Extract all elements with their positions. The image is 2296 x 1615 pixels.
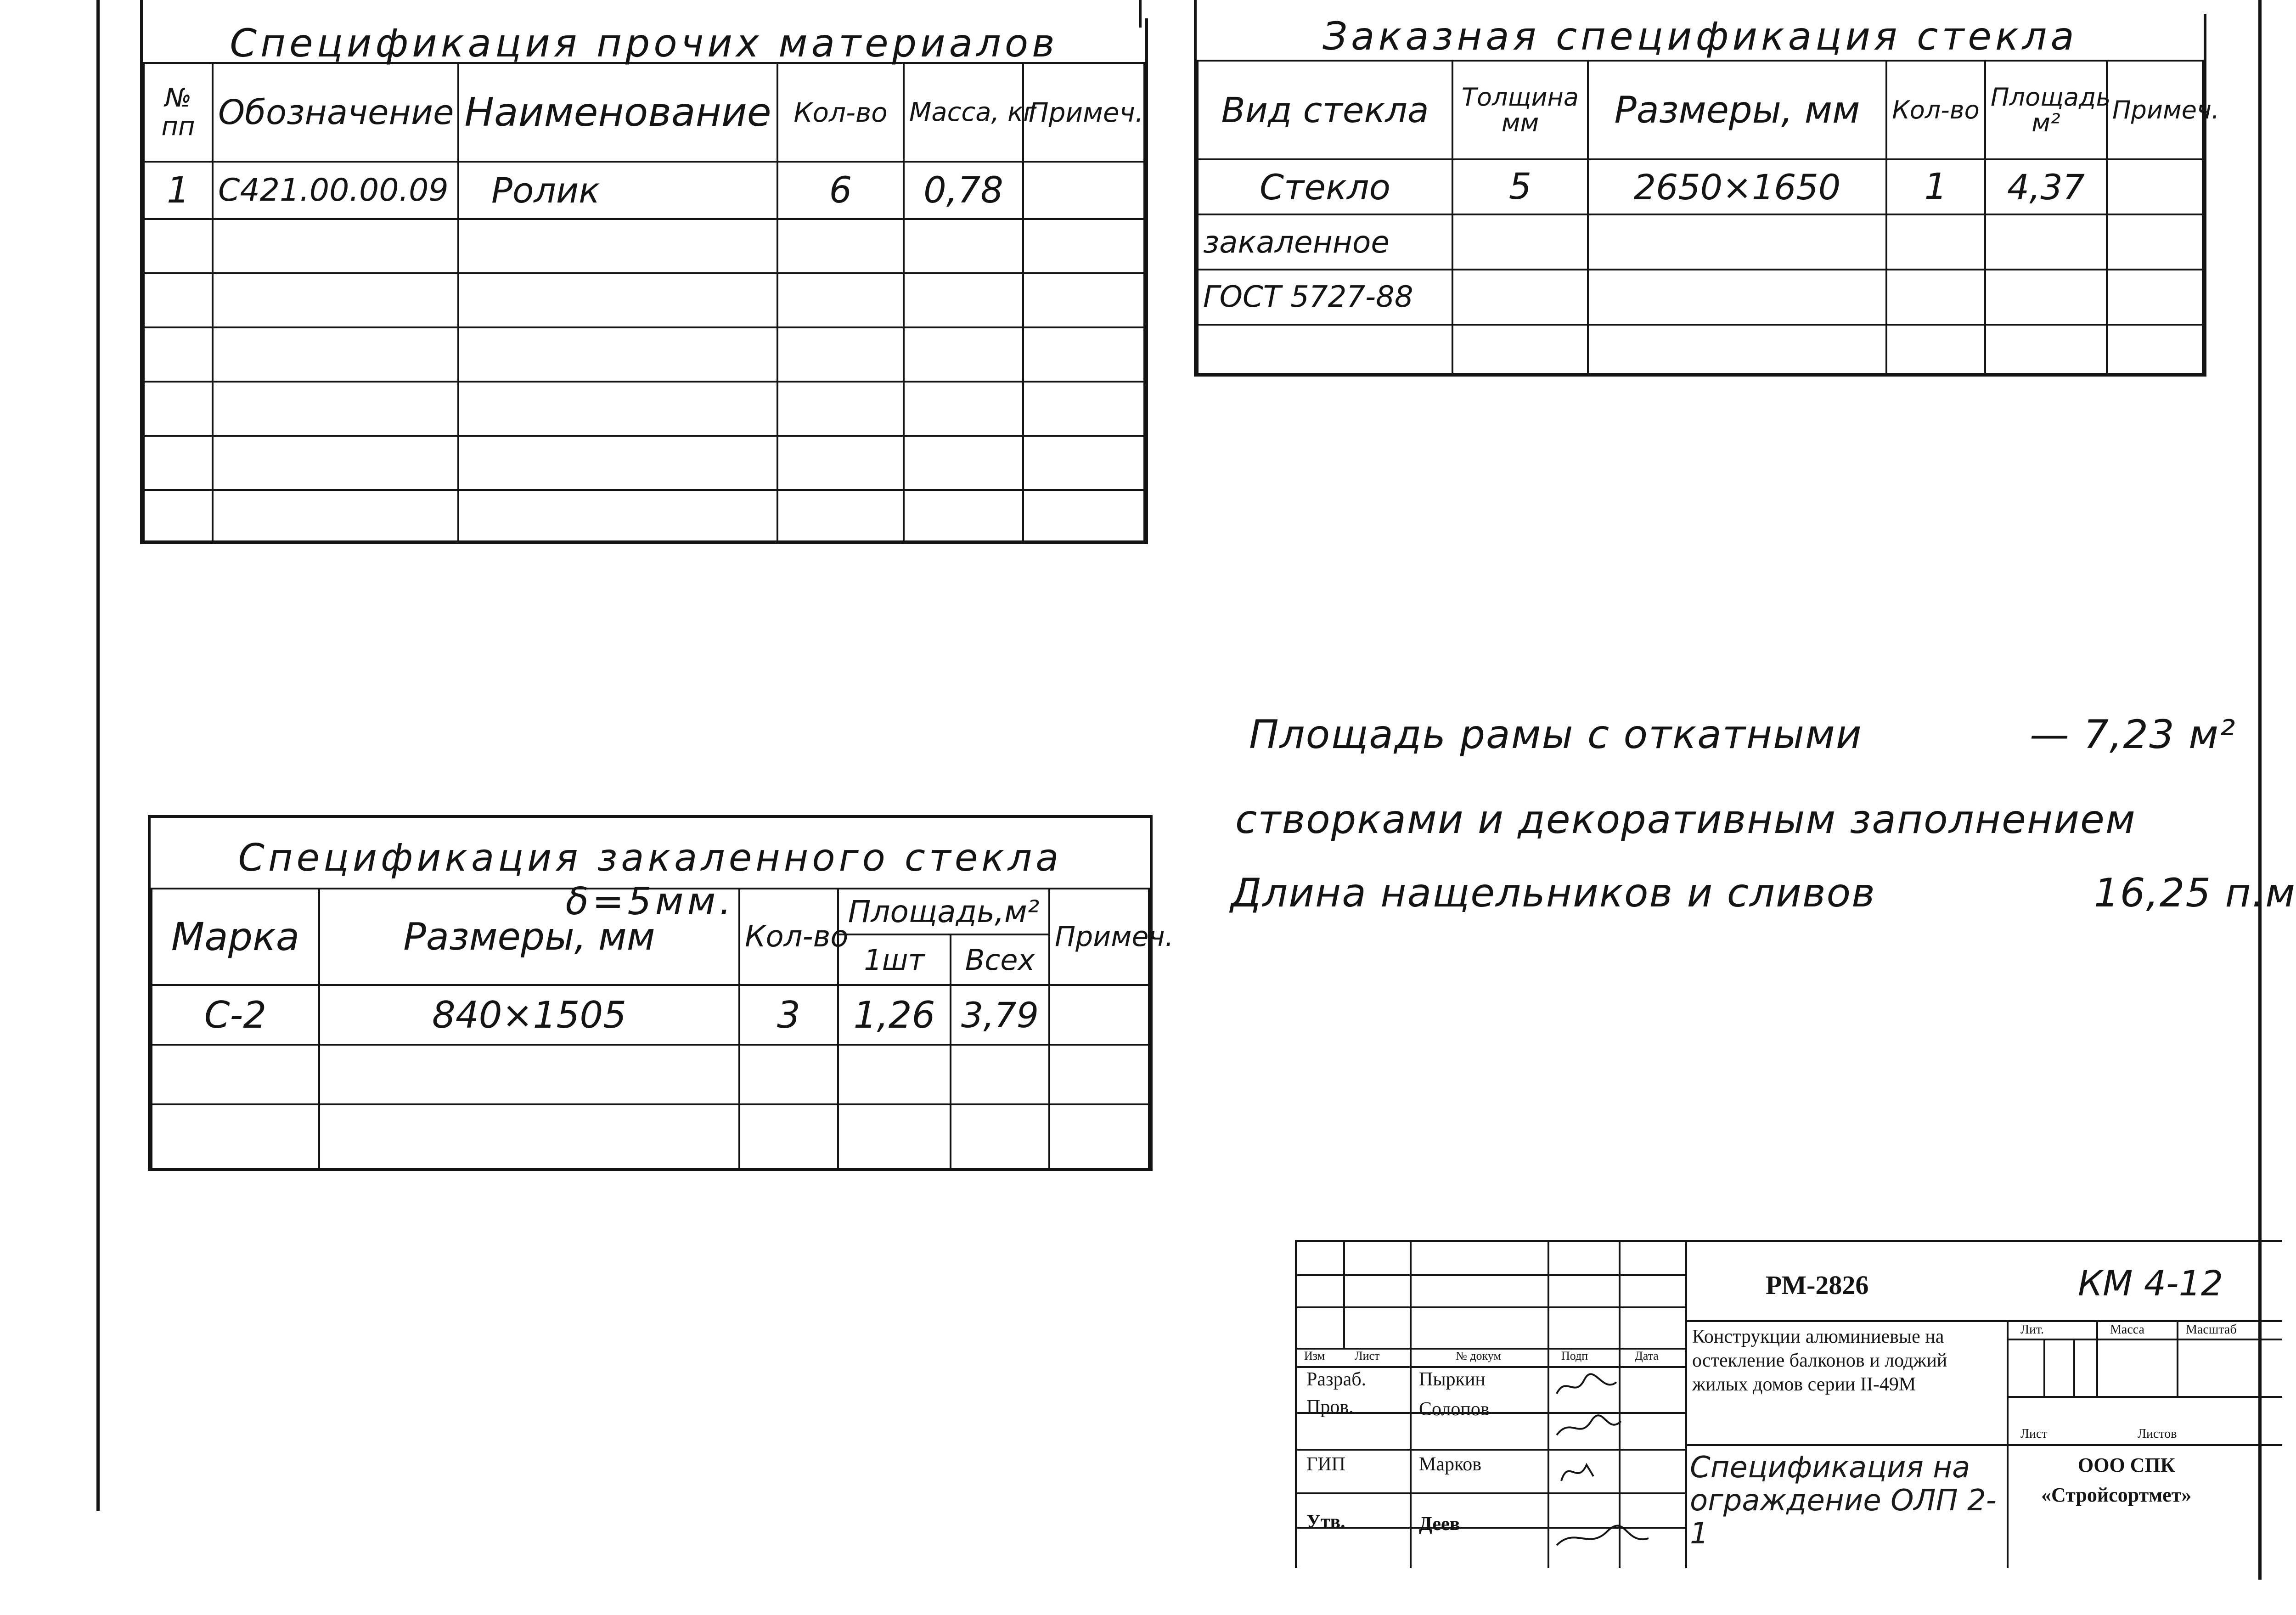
header-sizes: Размеры, мм — [1588, 61, 1886, 159]
cell-note — [1049, 985, 1149, 1045]
tb-role-developer: Разраб. — [1306, 1369, 1367, 1390]
cell-size: 840×1505 — [319, 985, 739, 1045]
cell-note — [2107, 159, 2203, 214]
left-margin-line — [96, 0, 100, 1511]
cell-designation: С421.00.00.09 — [213, 162, 458, 219]
frame-area-label: Площадь рамы с откатными — [1249, 712, 1863, 758]
cell-total: 3,79 — [951, 985, 1049, 1045]
table-row — [152, 1045, 1149, 1104]
cell-number: 1 — [144, 162, 213, 219]
cell-qty: 6 — [777, 162, 904, 219]
tb-doc-code: РМ-2826 — [1766, 1270, 1869, 1300]
tb-label-date: Дата — [1635, 1349, 1659, 1362]
tb-name-gip: Марков — [1419, 1454, 1482, 1475]
cell-name: Ролик — [458, 162, 777, 219]
cell-thickness: 5 — [1452, 159, 1588, 214]
tb-project-title: Конструкции алюминиевые на остекление балконов и лоджий жилых домов серии II-49М — [1692, 1326, 1947, 1395]
cell-glass-type: ГОСТ 5727-88 — [1198, 270, 1452, 325]
header-area: Площадь м² — [1985, 61, 2107, 159]
header-total: Всех — [951, 934, 1049, 985]
flashing-length-label: Длина нащельников и сливов — [1231, 870, 1876, 916]
tb-label-signature: Подп — [1561, 1349, 1588, 1362]
tempered-glass-title: Спецификация закаленного стекла δ=5мм. — [238, 836, 1063, 923]
cell-sizes: 2650×1650 — [1588, 159, 1886, 214]
tb-stage-scale: Масштаб — [2186, 1322, 2237, 1337]
header-area: Площадь,м² — [838, 889, 1049, 934]
tb-sheet-code: КМ 4-12 — [2078, 1263, 2223, 1304]
header-qty: Кол-во — [1886, 61, 1985, 159]
header-note: Примеч. — [2107, 61, 2203, 159]
table-row — [1198, 325, 2203, 374]
tb-role-gip: ГИП — [1306, 1454, 1345, 1475]
signature-marks — [1548, 1366, 1685, 1568]
tb-sheet-label: Лист — [2020, 1427, 2048, 1441]
cell-qty: 1 — [1886, 159, 1985, 214]
header-qty: Кол-во — [739, 889, 838, 985]
table-row — [144, 490, 1144, 541]
table-row — [144, 273, 1144, 327]
other-materials-title: Спецификация прочих материалов — [230, 21, 1058, 66]
tb-role-approver: Утв. — [1306, 1511, 1345, 1532]
tempered-glass-table — [151, 888, 1174, 1171]
tb-label-sheet: Лист — [1355, 1349, 1380, 1362]
header-note: Примеч. — [1023, 63, 1144, 162]
tb-stage-lit: Лит. — [2020, 1322, 2044, 1337]
header-name: Наименование — [458, 63, 777, 162]
cell-note — [1023, 162, 1144, 219]
tb-role-checker: Пров. — [1306, 1396, 1354, 1418]
tb-stage-mass: Масса — [2110, 1322, 2144, 1337]
other-materials-spec — [140, 18, 1148, 544]
tb-name-checker: Солопов — [1419, 1399, 1490, 1420]
tb-sheets-label: Листов — [2138, 1427, 2177, 1441]
header-note: Примеч. — [1049, 889, 1149, 985]
tb-label-change: Изм — [1304, 1349, 1325, 1362]
table-row — [144, 436, 1144, 490]
tb-label-docno: № докум — [1456, 1349, 1501, 1362]
table-row — [1198, 270, 2203, 325]
header-per-piece: 1шт — [838, 934, 951, 985]
cell-glass-type: закаленное — [1198, 214, 1452, 270]
table-row — [1198, 214, 2203, 270]
table-row — [144, 219, 1144, 273]
table-row — [152, 1104, 1149, 1170]
tb-company-line1: ООО СПК — [2078, 1454, 2175, 1476]
header-mark: Марка — [152, 889, 319, 985]
tb-name-approver: Деев — [1419, 1514, 1460, 1535]
table-row — [144, 162, 1144, 219]
frame-area-label-cont: створками и декоративным заполнением — [1235, 797, 2136, 843]
table-row — [144, 327, 1144, 382]
flashing-length-value: 16,25 п.м — [2094, 870, 2296, 916]
cell-per-piece: 1,26 — [838, 985, 951, 1045]
table-row — [1198, 159, 2203, 214]
header-qty: Кол-во — [777, 63, 904, 162]
table-row — [144, 382, 1144, 436]
table-row — [152, 985, 1149, 1045]
tb-company-line2: «Стройсортмет» — [2041, 1484, 2192, 1506]
header-size: Размеры, мм — [319, 889, 739, 985]
frame-area-value: — 7,23 м² — [2030, 712, 2236, 758]
cell-area: 4,37 — [1985, 159, 2107, 214]
header-designation: Обозначение — [213, 63, 458, 162]
cell-qty: 3 — [739, 985, 838, 1045]
glass-order-table — [1197, 60, 2220, 375]
header-glass-type: Вид стекла — [1198, 61, 1452, 159]
title-block — [1295, 1240, 2282, 1568]
cell-glass-type: Стекло — [1198, 159, 1452, 214]
other-materials-table — [143, 62, 1145, 542]
glass-order-spec — [1194, 14, 2220, 377]
glass-order-title: Заказная спецификация стекла — [1322, 14, 2078, 59]
tempered-glass-spec — [148, 815, 1174, 1171]
cell-mark: С-2 — [152, 985, 319, 1045]
tb-drawing-title: Спецификация на ограждение ОЛП 2-1 — [1690, 1451, 1997, 1551]
tb-name-developer: Пыркин — [1419, 1369, 1486, 1390]
header-thickness: Толщина мм — [1452, 61, 1588, 159]
header-mass: Масса, кг — [904, 63, 1023, 162]
header-number: № пп — [144, 63, 213, 162]
cell-mass: 0,78 — [904, 162, 1023, 219]
